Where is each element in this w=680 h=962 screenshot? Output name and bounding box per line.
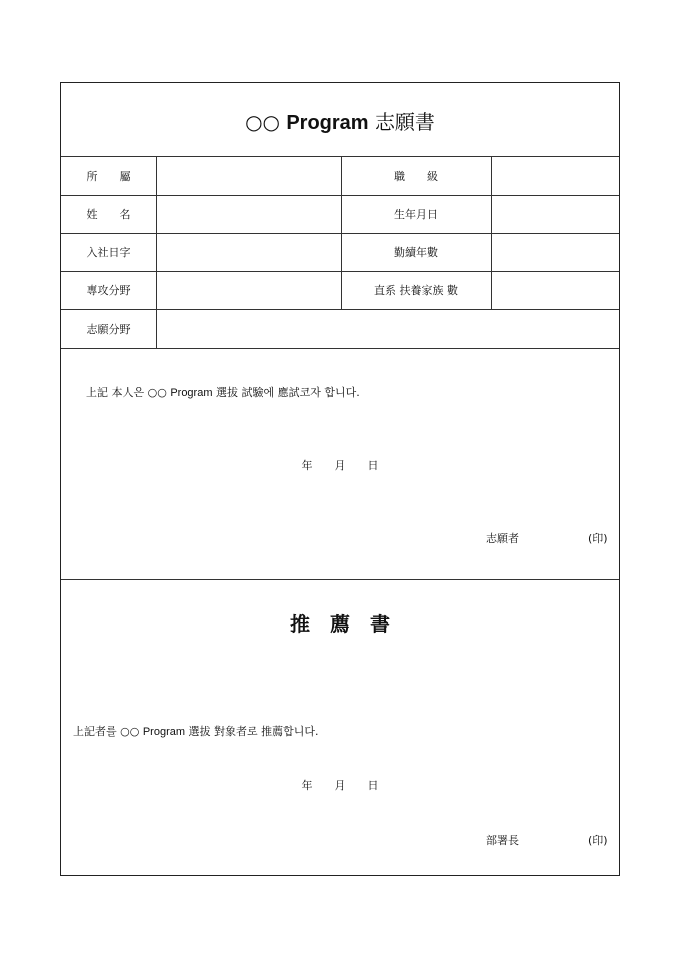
recommendation-title: 推 薦 書 (290, 612, 390, 636)
affiliation-label: 所 屬 (86, 169, 131, 183)
title-program: Program (286, 112, 369, 134)
hire-date-label: 入社日字 (86, 246, 131, 259)
birth-date-label: 生年月日 (394, 208, 438, 221)
title-suffix: 志願書 (374, 110, 435, 134)
recommendation-statement: 上記者를 ○○ Program 選拔 對象者로 推薦합니다. (73, 725, 319, 738)
department-head-seal: (印) (588, 834, 608, 847)
applicant-seal: (印) (588, 532, 608, 545)
years-service-label: 勤續年數 (394, 246, 438, 259)
dependents-input[interactable] (492, 271, 620, 309)
birth-date-input[interactable] (492, 195, 620, 233)
position-input[interactable] (492, 156, 620, 195)
position-label: 職 級 (394, 169, 438, 183)
form-title (61, 106, 619, 135)
name-input[interactable] (157, 195, 341, 233)
desired-field-input[interactable] (157, 309, 620, 348)
years-service-input[interactable] (492, 233, 620, 271)
dependents-label: 直系 扶養家族 數 (374, 284, 458, 297)
desired-field-label: 志願分野 (86, 322, 131, 336)
name-label: 姓 名 (86, 208, 131, 221)
applicant-label: 志願者 (486, 532, 519, 545)
recommendation-date-line: 年 月 日 (301, 779, 379, 792)
application-form (60, 82, 620, 876)
section-divider (61, 579, 619, 580)
application-statement: 上記 本人은 ○○ Program 選拔 試驗에 應試코자 합니다. (86, 386, 360, 399)
major-input[interactable] (157, 271, 341, 309)
divider (61, 348, 619, 349)
affiliation-input[interactable] (157, 156, 341, 195)
hire-date-input[interactable] (157, 233, 341, 271)
application-date-line: 年 月 日 (301, 459, 379, 472)
major-label: 專攻分野 (86, 284, 131, 297)
title-marks: ○○ (245, 110, 280, 134)
department-head-label: 部署長 (486, 834, 519, 847)
